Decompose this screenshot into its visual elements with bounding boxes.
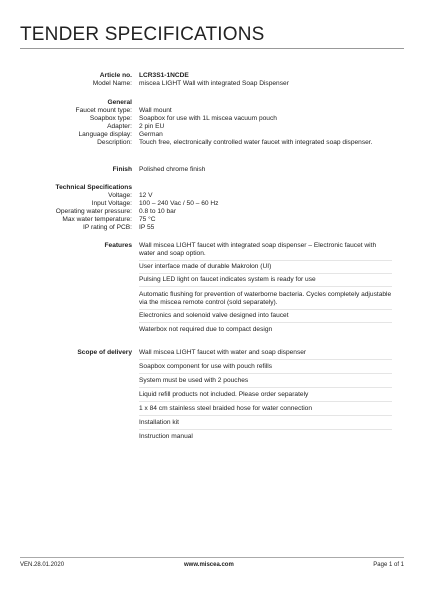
feature-item: User interface made of durable Makrolon (UI) xyxy=(139,263,272,270)
item-divider xyxy=(139,429,392,430)
scope-label: Scope of delivery xyxy=(77,349,132,356)
item-divider xyxy=(139,387,392,388)
feature-item: Wall miscea LIGHT faucet with integrated soap dispenser – Electronic faucet with water and soap option. xyxy=(139,242,377,257)
technical-value: IP 55 xyxy=(139,224,155,231)
scope-item: Soapbox component for use with pouch refills xyxy=(139,363,273,370)
item-divider xyxy=(139,286,392,287)
scope-item: 1 x 84 cm stainless steel braided hose for water connection xyxy=(139,405,312,412)
item-divider xyxy=(139,401,392,402)
technical-label: Input Voltage: xyxy=(91,200,132,207)
general-value: 2 pin EU xyxy=(139,123,165,130)
general-label: Description: xyxy=(97,139,132,146)
feature-item: Pulsing LED light on faucet indicates system is ready for use xyxy=(139,276,316,283)
general-label: Soapbox type: xyxy=(89,115,132,122)
technical-heading: Technical Specifications xyxy=(55,184,132,191)
general-value: German xyxy=(139,131,163,138)
item-divider xyxy=(139,273,392,274)
technical-value: 0.8 to 10 bar xyxy=(139,208,177,215)
page-title: TENDER SPECIFICATIONS xyxy=(20,24,265,45)
features-label: Features xyxy=(104,242,132,249)
general-label: Adapter: xyxy=(107,123,132,130)
item-divider xyxy=(139,415,392,416)
scope-item: Wall miscea LIGHT faucet with water and soap dispenser xyxy=(139,349,307,356)
model-name-value: miscea LIGHT Wall with integrated Soap Dispenser xyxy=(139,80,289,87)
title-divider xyxy=(20,48,404,49)
general-value: Touch free, electronically controlled water faucet with integrated soap dispenser. xyxy=(139,139,373,146)
finish-value: Polished chrome finish xyxy=(139,166,206,173)
scope-item: Instruction manual xyxy=(139,433,193,440)
item-divider xyxy=(139,260,392,261)
item-divider xyxy=(139,309,392,310)
page-number: Page 1 of 1 xyxy=(373,562,404,568)
version-date: VEN.28.01.2020 xyxy=(20,562,65,568)
general-label: Language display: xyxy=(78,131,132,138)
general-heading: General xyxy=(107,99,132,106)
feature-item: Automatic flushing for prevention of waterborne bacteria. Cycles completely adjustable via the miscea remote control (sold separately). xyxy=(139,291,392,306)
item-divider xyxy=(139,373,392,374)
model-name-label: Model Name: xyxy=(92,80,132,87)
feature-item: Electronics and solenoid valve designed into faucet xyxy=(139,312,289,319)
technical-label: Voltage: xyxy=(108,192,132,199)
finish-label: Finish xyxy=(112,166,132,173)
article-no-label: Article no. xyxy=(99,72,132,79)
technical-label: IP rating of PCB: xyxy=(83,224,132,231)
technical-value: 75 °C xyxy=(139,216,156,223)
technical-label: Operating water pressure: xyxy=(55,208,132,215)
general-value: Soapbox for use with 1L miscea vacuum pouch xyxy=(139,115,277,122)
footer-divider xyxy=(20,557,404,558)
scope-item: System must be used with 2 pouches xyxy=(139,377,249,384)
article-no-value: LCR3S1-1NCDE xyxy=(139,72,189,79)
scope-item: Liquid refill products not included. Please order separately xyxy=(139,391,309,398)
item-divider xyxy=(139,322,392,323)
technical-label: Max water temperature: xyxy=(62,216,132,223)
general-label: Faucet mount type: xyxy=(75,107,132,114)
technical-value: 100 – 240 Vac / 50 – 60 Hz xyxy=(139,200,219,207)
general-value: Wall mount xyxy=(139,107,172,114)
item-divider xyxy=(139,359,392,360)
technical-value: 12 V xyxy=(139,192,153,199)
scope-item: Installation kit xyxy=(139,419,179,426)
feature-item: Waterbox not required due to compact design xyxy=(139,326,273,333)
website-link[interactable]: www.miscea.com xyxy=(184,562,234,568)
